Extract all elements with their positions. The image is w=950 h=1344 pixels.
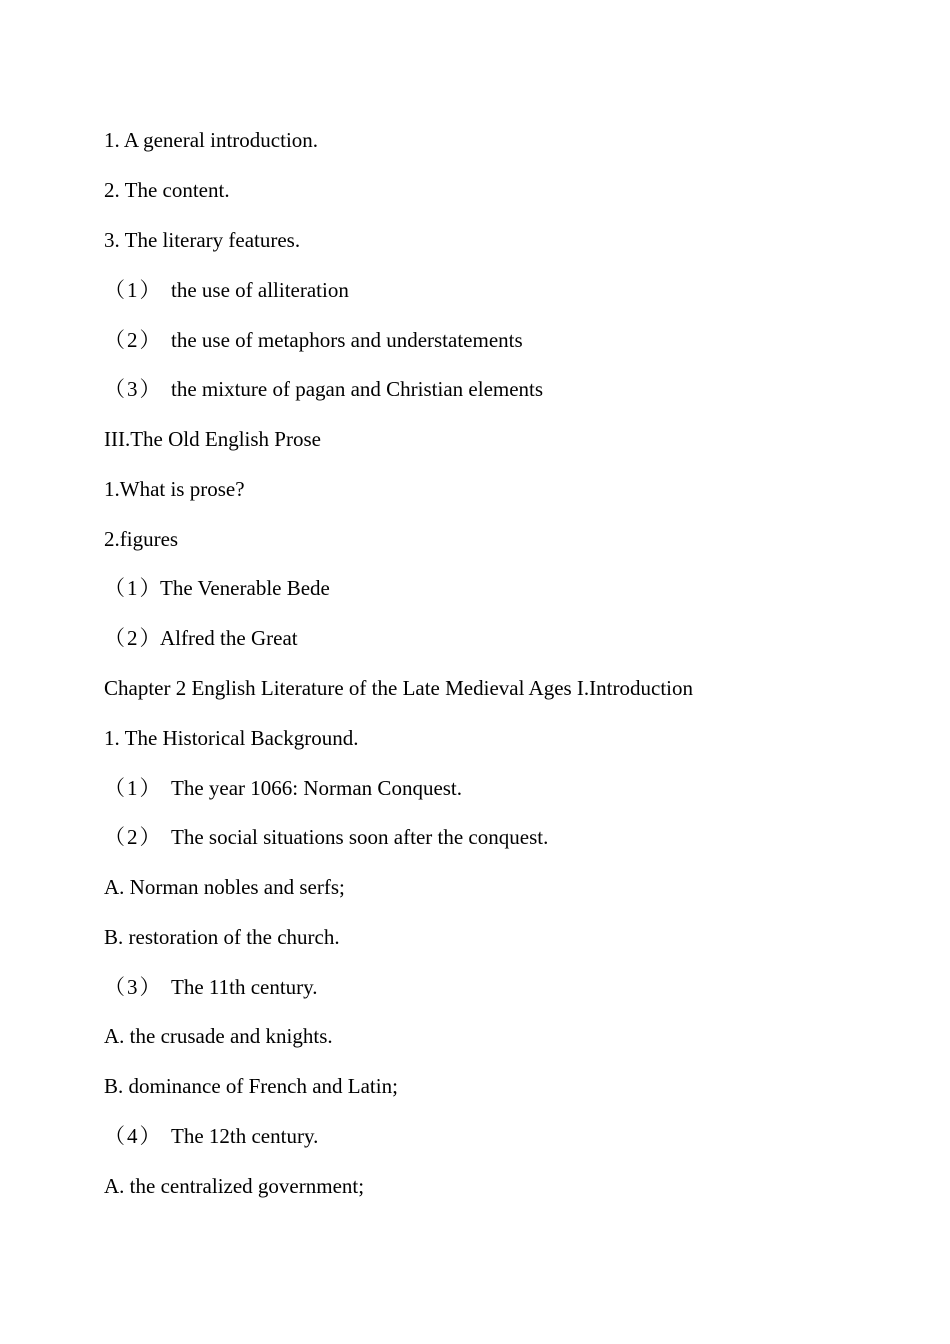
- list-item: [104, 773, 462, 803]
- text-line: [104, 524, 178, 554]
- text-line: [104, 1171, 364, 1201]
- item-number: （4）: [104, 1124, 163, 1148]
- line-text: The Venerable Bede: [160, 576, 330, 600]
- list-item: [104, 1121, 318, 1151]
- line-text: Chapter 2 English Literature of the Late Medieval Ages I.Introduction: [104, 676, 693, 700]
- text-line: [104, 922, 340, 952]
- list-item: [104, 374, 543, 404]
- line-text: B. restoration of the church.: [104, 925, 340, 949]
- line-text: the use of metaphors and understatements: [171, 328, 523, 352]
- list-item: [104, 623, 298, 653]
- text-line: [104, 872, 345, 902]
- line-text: 1. The Historical Background.: [104, 726, 359, 750]
- item-number: （1）: [104, 776, 163, 800]
- line-text: The year 1066: Norman Conquest.: [171, 776, 463, 800]
- line-text: A. Norman nobles and serfs;: [104, 875, 345, 899]
- text-line: [104, 125, 318, 155]
- text-line: [104, 1021, 333, 1051]
- text-line: [104, 175, 230, 205]
- line-text: 2.figures: [104, 527, 179, 551]
- item-number: （3）: [104, 975, 163, 999]
- line-text: 3. The literary features.: [104, 228, 301, 252]
- text-line: [104, 1071, 398, 1101]
- line-text: The 11th century.: [171, 975, 318, 999]
- text-line: [104, 723, 358, 753]
- chapter-heading: [104, 673, 693, 703]
- text-line: [104, 225, 300, 255]
- line-text: III.The Old English Prose: [104, 427, 321, 451]
- item-number: （2）: [104, 626, 163, 650]
- list-item: [104, 275, 349, 305]
- text-line: [104, 474, 245, 504]
- list-item: [104, 972, 318, 1002]
- line-text: 1. A general introduction.: [104, 128, 319, 152]
- item-number: （3）: [104, 377, 163, 401]
- line-text: Alfred the Great: [160, 626, 298, 650]
- item-number: （2）: [104, 825, 163, 849]
- item-number: （1）: [104, 576, 163, 600]
- line-text: B. dominance of French and Latin;: [104, 1074, 398, 1098]
- line-text: the use of alliteration: [171, 278, 349, 302]
- list-item: [104, 573, 330, 603]
- list-item: [104, 822, 548, 852]
- item-number: （1）: [104, 278, 163, 302]
- line-text: the mixture of pagan and Christian elements: [171, 377, 544, 401]
- line-text: The social situations soon after the conquest.: [171, 825, 549, 849]
- line-text: A. the centralized government;: [104, 1174, 365, 1198]
- line-text: The 12th century.: [171, 1124, 319, 1148]
- line-text: 1.What is prose?: [104, 477, 245, 501]
- line-text: 2. The content.: [104, 178, 230, 202]
- item-number: （2）: [104, 328, 163, 352]
- line-text: A. the crusade and knights.: [104, 1024, 333, 1048]
- section-heading: [104, 424, 321, 454]
- list-item: [104, 325, 523, 355]
